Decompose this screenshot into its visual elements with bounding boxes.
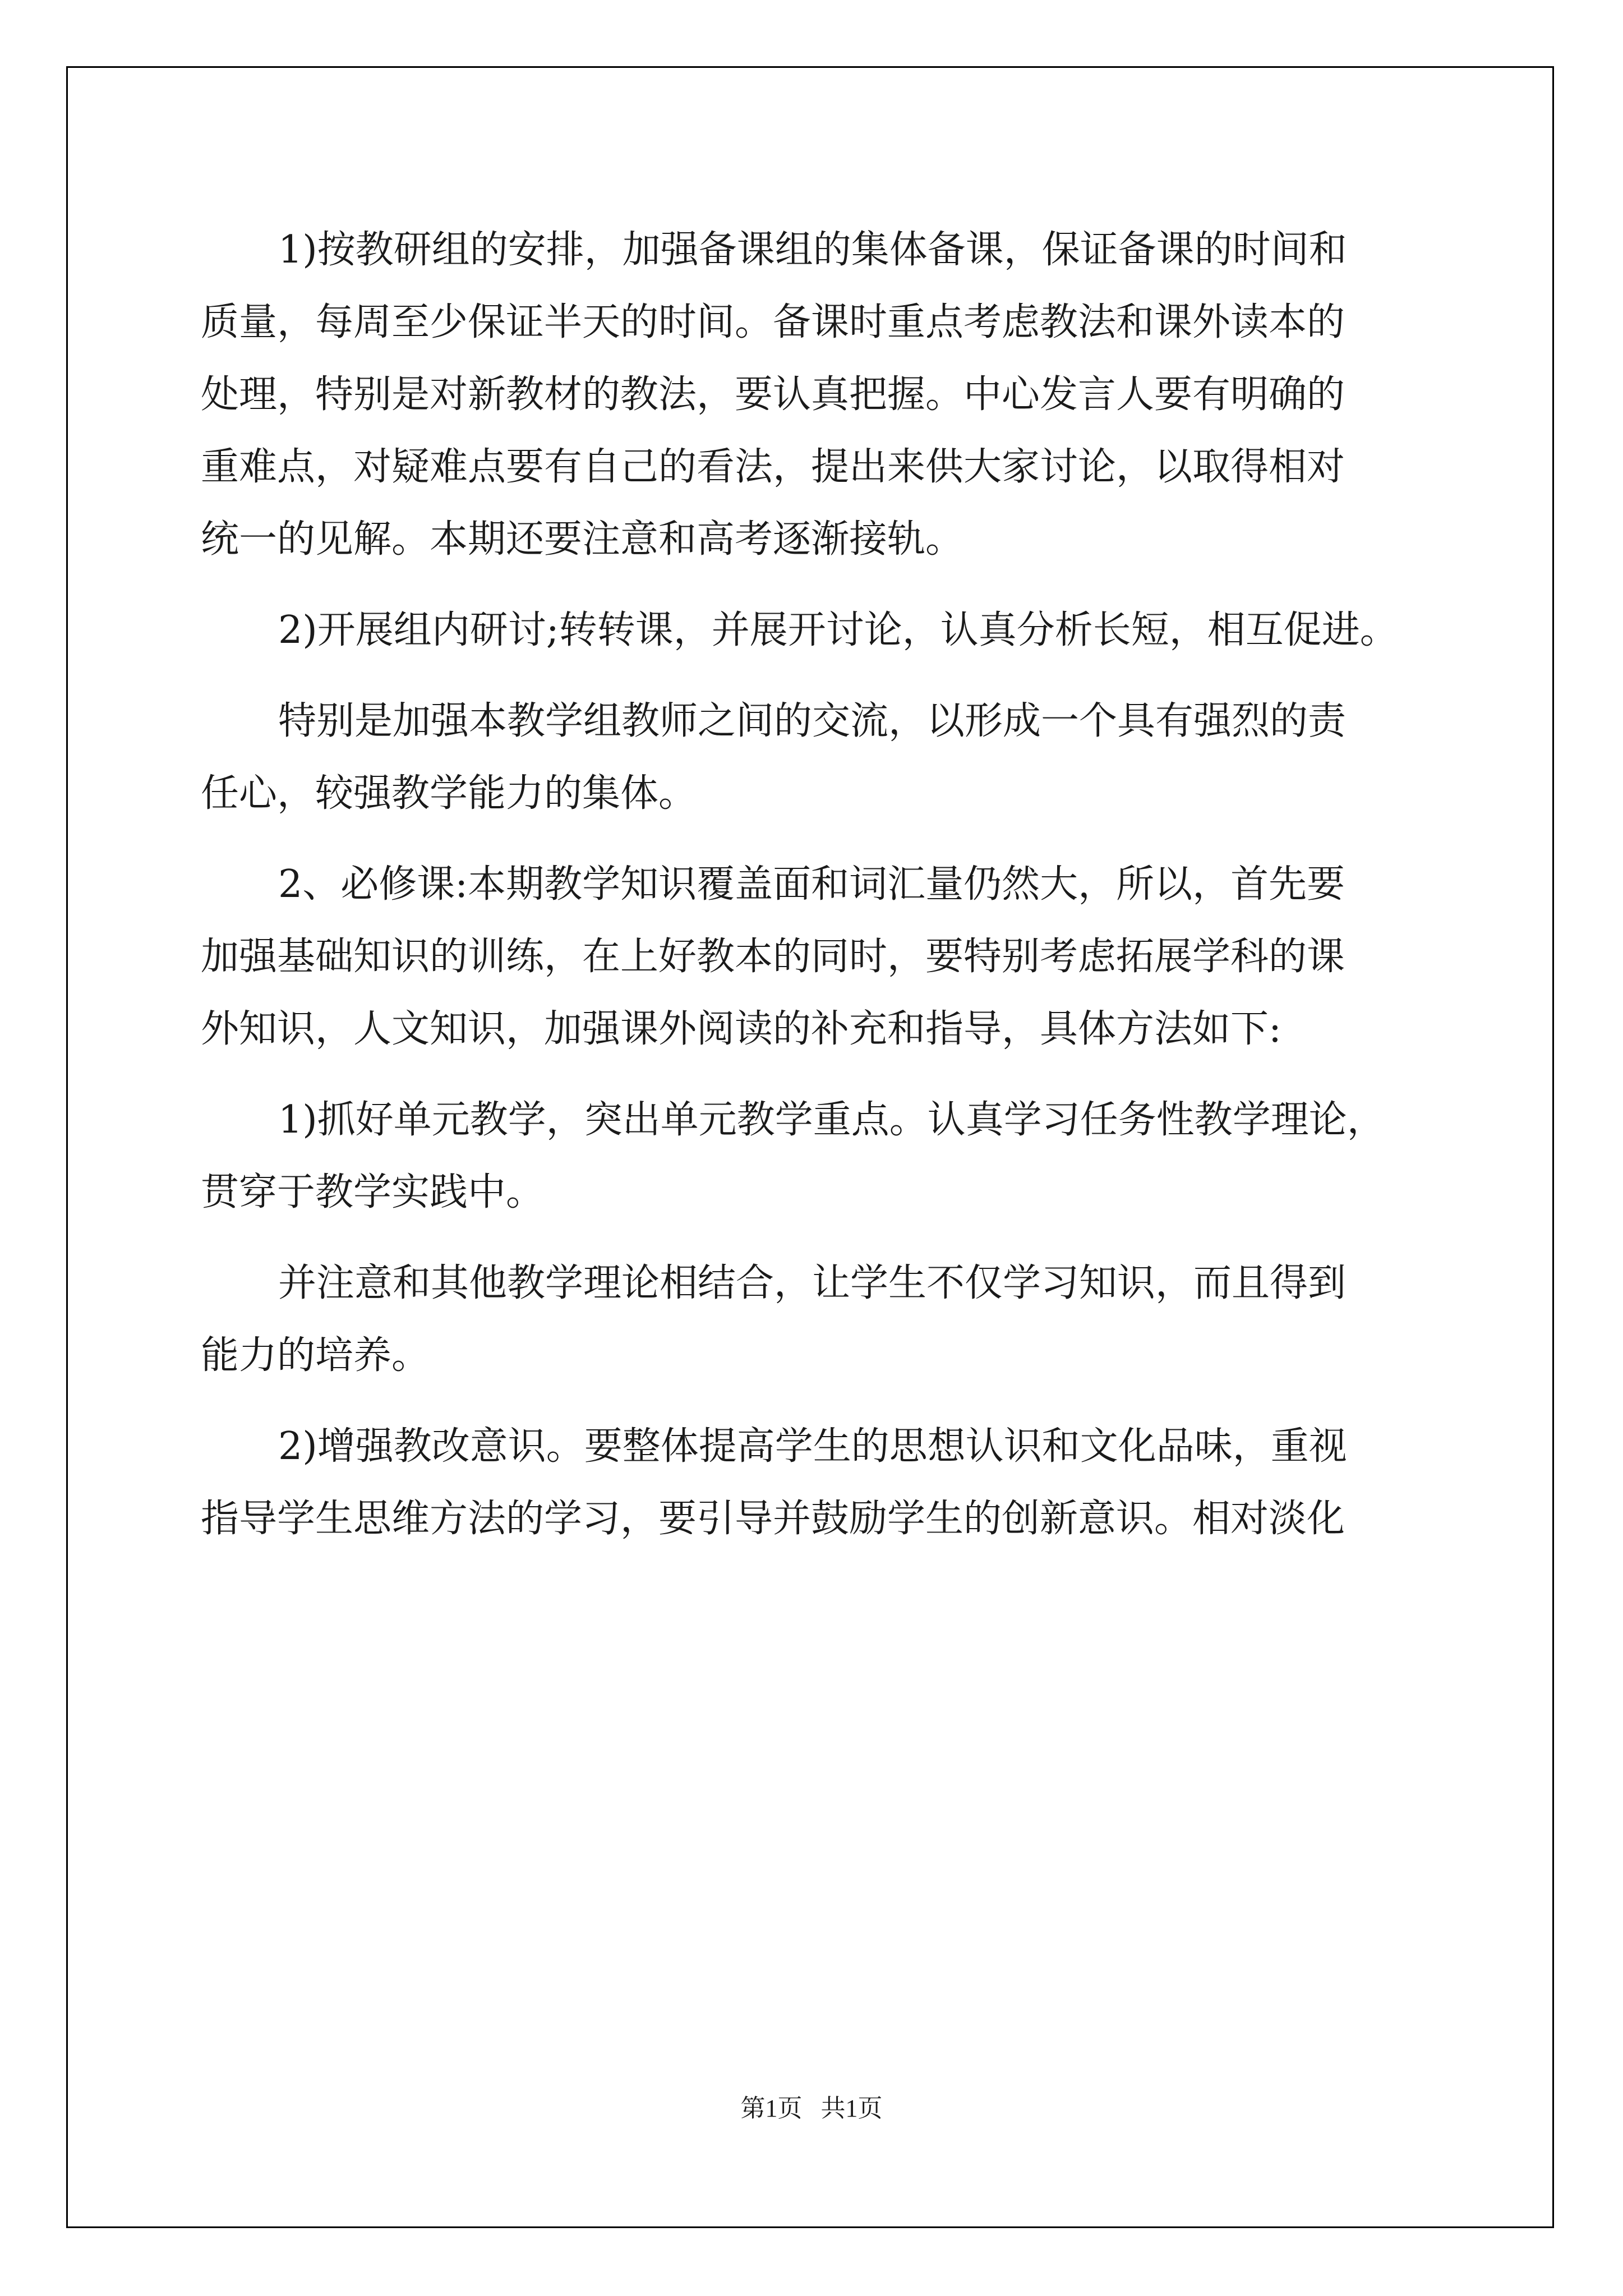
text-line: 2)开展组内研讨;转转课，并展开讨论，认真分析长短，相互促进。 [278, 608, 1398, 652]
text-line: 任心，较强教学能力的集体。 [201, 771, 697, 816]
text-line: 特别是加强本教学组教师之间的交流，以形成一个具有强烈的责 [278, 699, 1347, 743]
text-line: 2)增强教改意识。要整体提高学生的思想认识和文化品味，重视 [278, 1424, 1347, 1469]
text-line: 统一的见解。本期还要注意和高考逐渐接轨。 [201, 517, 964, 562]
text-line: 加强基础知识的训练，在上好教本的同时，要特别考虑拓展学科的课 [201, 935, 1345, 979]
text-line: 1)按教研组的安排，加强备课组的集体备课，保证备课的时间和 [278, 228, 1347, 272]
text-line: 质量，每周至少保证半天的时间。备课时重点考虑教法和课外读本的 [201, 300, 1345, 344]
text-line: 处理，特别是对新教材的教法，要认真把握。中心发言人要有明确的 [201, 372, 1345, 417]
text-line: 能力的培养。 [201, 1333, 430, 1378]
text-line: 贯穿于教学实践中。 [201, 1170, 545, 1214]
page-number-footer: 第1页 共1页 [740, 2095, 883, 2122]
text-line: 1)抓好单元教学，突出单元教学重点。认真学习任务性教学理论， [278, 1098, 1385, 1142]
text-line: 重难点，对疑难点要有自己的看法，提出来供大家讨论，以取得相对 [201, 445, 1345, 489]
text-line: 外知识，人文知识，加强课外阅读的补充和指导，具体方法如下: [201, 1007, 1281, 1051]
text-line: 指导学生思维方法的学习，要引导并鼓励学生的创新意识。相对淡化 [201, 1497, 1345, 1541]
text-line: 2、必修课:本期教学知识覆盖面和词汇量仍然大，所以，首先要 [278, 862, 1345, 907]
text-line: 并注意和其他教学理论相结合，让学生不仅学习知识，而且得到 [278, 1261, 1347, 1305]
